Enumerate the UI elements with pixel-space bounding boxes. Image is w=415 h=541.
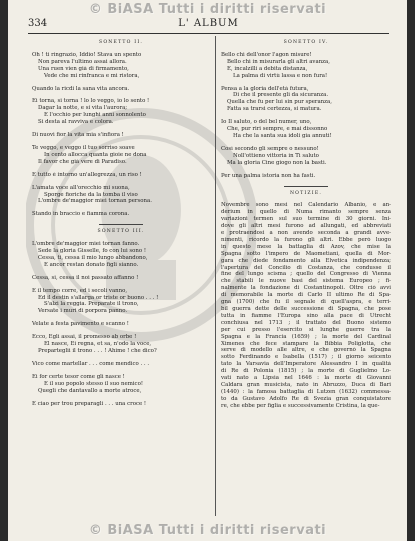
verse-line: L'ombre de'maggior miei tornan persona. (38, 198, 152, 205)
prose-line: che stabili le nuove basi del sistema Europeo ; fi- (221, 278, 391, 285)
sonnet-4-body (221, 52, 391, 180)
verse-line: Quegli che dantavallo a morte atroce, (38, 387, 142, 394)
verse-line: Cessa, ti, cessa il mio lungo abbandono, (38, 254, 148, 261)
verse-line: E ciao per trou preparagli . . . una croce ! (32, 400, 147, 407)
prose-line: in questo mese la battaglia di Azov, che mise la (221, 243, 391, 250)
verse-line: Sporge fioriche da la tomba il viso (44, 191, 138, 198)
right-column (221, 38, 391, 410)
verse-line: La palma di virtù lassa e non fura! (233, 72, 328, 79)
prose-line: per cui presso l'esercito si lunghe guerre tra la (221, 326, 391, 333)
journal-title: L' ALBUM (178, 18, 239, 29)
verse-line: Versate i muri di porpora panno. (38, 308, 128, 315)
page-number: 334 (28, 18, 48, 29)
prose-line: nalmente la fondazione di Costantinopoli. Oltre ciò avvi (221, 285, 391, 292)
verse-line: Io Il saluto, o del bel numer, uno, (221, 119, 312, 126)
verse-line: Si desta al ravviva e colora. (38, 119, 114, 126)
prose-line: nimenti, ricordo la furono gli altri. Ebbe però luogo (221, 236, 391, 243)
prose-line: bil guerra dette delle successione di Spagna, che pose (221, 306, 391, 312)
prose-line: l'apertura del Concilio di Costanza, che condusse il (221, 264, 391, 271)
prose-line: conchiusa nel 1713 ; il trattato del Buono sistemo (221, 319, 391, 326)
verse-line: In cento allocca quanta gioie ne dona (44, 151, 147, 158)
page (8, 0, 407, 541)
prose-line: di memorabile la morte di Carlo II ultimo Re di Spa- (221, 292, 391, 299)
verse-line: Ei for certe tesor come gli nasce ! (32, 373, 125, 380)
sonnet-3-title: SONETTO III. (97, 229, 145, 235)
prose-line: tutta in fiamme l'Europa sino alla pace di Utrecht (221, 312, 391, 319)
verse-line: Te veggo, e veggo il tuo sorriso soave (32, 144, 135, 151)
separator-rule (99, 224, 143, 225)
prose-line: di Re di Polonia (1815) ; la morte di Guglielmo Lo- (221, 368, 391, 375)
verse-line: Bello chi in misurarla gli altri avanza, (227, 58, 330, 65)
verse-line: Vico come martellar . . . come mendico . . . (32, 360, 150, 367)
prose-line: derium in quello di Numa rimanto sempre senza (221, 209, 391, 216)
separator-rule (284, 186, 328, 187)
verse-line: Noll'ottieno vittoria in Ti saluto (233, 152, 319, 159)
prose-line: Spagna e la Francia (1659) ; la morte del Cardinal (221, 333, 391, 340)
watermark-top: © BiASA Tutti i diritti riservati (88, 2, 327, 17)
sonnet-3-body (32, 241, 210, 407)
prose-line: Caldara gran musicista, nato in Abruzzo, Duca di Bari (221, 381, 391, 388)
verse-line: Oh ! ti ringrazio, Iddio! Stava un spento (32, 51, 142, 58)
verse-line: Sede la gloria Gisselle, fo con lui sono ! (38, 248, 147, 255)
notizie-body (221, 202, 391, 409)
prose-line: Spagna sotto l'impero de Maometiani, quella di Mor- (221, 250, 391, 257)
verse-line: Preparteglii il trono . . . ! Ahime ! che dico? (38, 348, 157, 354)
left-column (32, 38, 210, 407)
prose-line: variazioni termen sul suo termine di 30 giorni. Ini- (221, 216, 391, 223)
verse-line: Il favor che già vere di Paradiso. (38, 158, 127, 165)
prose-line: fine del lungo scisma ; quello del Congresso di Vienna (221, 271, 391, 278)
verse-line: Pensa a la gloria dell'età futura, (221, 85, 309, 92)
sonnet-2-body (32, 52, 210, 218)
verse-line: Ei torna, si torna ! lo lo veggo, io lo sento ! (32, 98, 150, 105)
verse-line: Quando la ricdi la sana vita ancora. (32, 85, 130, 92)
prose-line: Ximenes che fece stampare la Bibbia Poliglotta, che (221, 340, 391, 347)
verse-line: Che, pur riri sempre, e mai dissonno (227, 126, 328, 133)
verse-line: E, incalzilli a debita distanza, (227, 65, 308, 72)
verse-line: Non pareva l'ultimo assai allora. (38, 58, 127, 65)
prose-line: dove gli altri mesi furono ad allungati, ed abbreviati (221, 223, 391, 230)
prose-line: (1440) : la famosa battaglia di Lutzen (1632) commessa- (221, 388, 391, 395)
verse-line: S'alzi la reggia. Preparate il trono, (44, 301, 139, 308)
prose-line: gara che diede fondamento alla Elvetica indipendenza; (221, 257, 391, 264)
column-divider (215, 36, 216, 516)
verse-line: Così secondo gli sempre o nessuno! (221, 145, 319, 152)
verse-line: E tutto è intorno un'allegrezza, un riso ! (32, 171, 142, 178)
prose-line: sotto Ferdinando e Isabella (1517) ; il giorno seicento (221, 354, 391, 361)
prose-line: e protraendosi a non avendo seconda a grandi avve- (221, 230, 391, 237)
verse-line: Velate a festa pavimento e scanno ! (32, 321, 129, 328)
prose-line: tato la Varsavia dell'Imperatore Alessandro I in qualità (221, 361, 391, 368)
verse-line: Ed il destin s'allarga or triste or buono . . . ! (38, 294, 159, 301)
verse-line: Quella che fu per lui sin pur speranza, (227, 99, 332, 106)
prose-line: re, che ebbe per figlia e successivamente Cristina, la que- (221, 402, 380, 409)
verse-line: Di che il presente gli da sicuranza. (233, 92, 329, 99)
prose-line: serve di modello alle altre, e che governò la Spagna (221, 347, 391, 354)
verse-line: Ha che la santa sua idoli gia annuti! (233, 132, 332, 139)
verse-line: Bello chi dell'onor l'agon misure! (221, 51, 312, 58)
verse-line: Dagar la notte, e si vita l'aurora; (38, 105, 128, 112)
page-header (28, 18, 389, 32)
watermark-bottom: © BiASA Tutti i diritti riservati (88, 523, 327, 538)
verse-line: Vede che mi rinfranca e mi ristora, (44, 72, 140, 79)
verse-line: Ma la gloria Cine giogo non la basti. (227, 159, 327, 166)
verse-line: Cessa, si, cessa il noi passato affanno ! (32, 274, 139, 281)
verse-line: Di nuovi fior la vita mia s'infiora ! (32, 132, 124, 139)
verse-line: E il suo popolo stesso il suo nemico! (44, 380, 143, 387)
prose-line: gna (1700) che fu il segnale di quell'aspra, e terri- (221, 299, 391, 306)
notizie-title: NOTIZIE. (289, 190, 323, 196)
verse-line: Per una palma istoria non ha fasti. (221, 172, 316, 179)
verse-line: E ancor restan donato figli sianno. (44, 261, 139, 268)
verse-line: L'amata voce all'orecchio mi suona, (32, 184, 130, 191)
sonnet-2-title: SONETTO II. (98, 40, 143, 45)
verse-line: Stando in braccio e fiamma corona. (32, 211, 130, 218)
prose-line: vati nato a Lipsia nel 1646 : la morte di Giovanni (221, 375, 391, 382)
verse-line: L'ombre de'maggior miei tornan fanno. (32, 241, 140, 248)
verse-line: Una ruen vien già di firmamento, (38, 65, 129, 72)
prose-line: Novembre sono mesi nel Calendario Albanio, e an- (221, 202, 391, 209)
verse-line: El nasce, Ei regna, et sa, n'odo la voce, (44, 341, 152, 348)
sonnet-4-title: SONETTO IV. (283, 40, 329, 45)
verse-line: Ecco, Egli assai, il promesso ab orbe ! (32, 334, 137, 341)
header-rule (28, 33, 389, 34)
verse-line: E il tempo corre, ed i secoli vanno, (32, 287, 128, 294)
verse-line: E l'occhio per lunghi anni sonnolento (44, 112, 146, 119)
prose-line: to da Gustavo Adolfo Re di Svezia gran conquistatore (221, 395, 391, 402)
verse-line: Fatta sa trarsi certezza, si matura. (227, 106, 322, 113)
